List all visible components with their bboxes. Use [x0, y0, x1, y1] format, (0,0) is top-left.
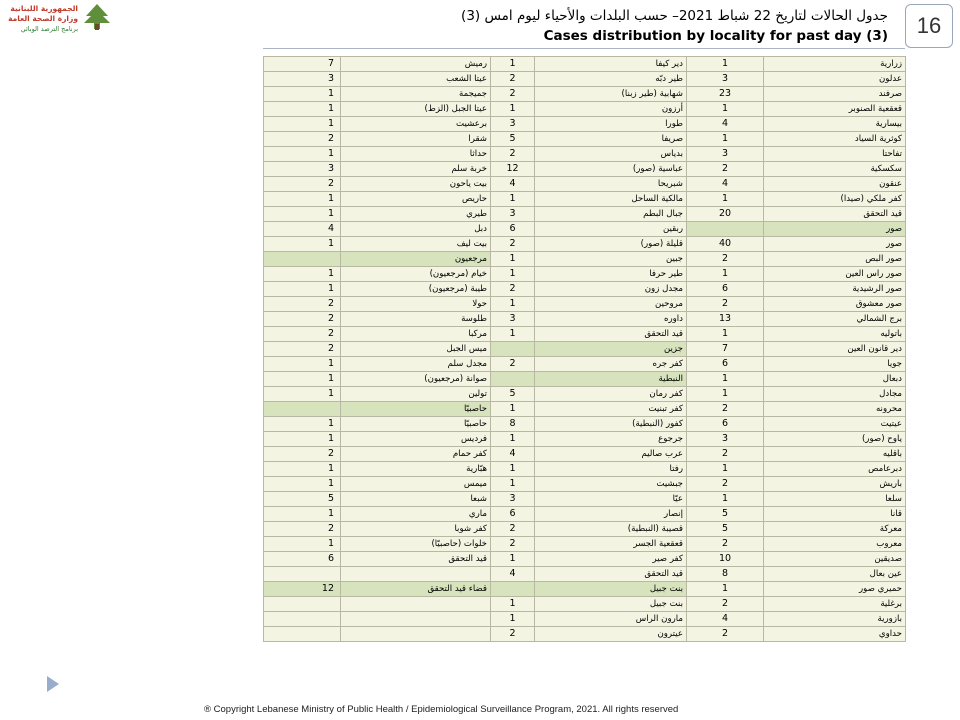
table-row: [264, 342, 906, 357]
locality-cell: جبين: [535, 252, 687, 267]
case-count-cell: 4: [491, 177, 535, 192]
table-row: [264, 72, 906, 87]
locality-cell: عيتا الجبل (الزط): [341, 102, 491, 117]
case-count-cell: 1: [491, 402, 535, 417]
case-count-cell: 2: [264, 312, 341, 327]
locality-cell: ميس الجبل: [341, 342, 491, 357]
case-count-cell: 5: [264, 492, 341, 507]
locality-cell: جبال البطم: [535, 207, 687, 222]
case-count-cell: 3: [687, 72, 764, 87]
table-row: [264, 597, 906, 612]
case-count-cell: 1: [264, 537, 341, 552]
locality-cell: طير حرفا: [535, 267, 687, 282]
locality-cell: بيت ليف: [341, 237, 491, 252]
case-count-cell: 2: [491, 237, 535, 252]
case-count-cell: 1: [687, 387, 764, 402]
locality-cell: باتوليه: [764, 327, 906, 342]
locality-cell: كفر جره: [535, 357, 687, 372]
header-divider: [263, 48, 905, 49]
case-count-cell: 2: [264, 297, 341, 312]
table-row: [264, 237, 906, 252]
locality-cell: صور معشوق: [764, 297, 906, 312]
locality-cell: قانا: [764, 507, 906, 522]
locality-cell: قصيبة (النبطية): [535, 522, 687, 537]
case-count-cell: [264, 252, 341, 267]
table-row: [264, 132, 906, 147]
locality-cell: حاريص: [341, 192, 491, 207]
case-count-cell: 2: [491, 627, 535, 642]
logo-line-1: الجمهورية اللبنانية: [10, 4, 78, 13]
table-row: [264, 57, 906, 72]
locality-cell: جرجوع: [535, 432, 687, 447]
locality-cell: كفر ملكي (صيدا): [764, 192, 906, 207]
locality-cell: صديقين: [764, 552, 906, 567]
case-count-cell: 2: [491, 537, 535, 552]
locality-cell: قيد التحقق: [341, 552, 491, 567]
locality-cell: قيد التحقق: [535, 567, 687, 582]
locality-cell: معركة: [764, 522, 906, 537]
table-row: [264, 207, 906, 222]
case-count-cell: 1: [687, 462, 764, 477]
case-count-cell: 2: [687, 477, 764, 492]
locality-cell: طورا: [535, 117, 687, 132]
case-count-cell: 1: [687, 372, 764, 387]
locality-cell: عيّا: [535, 492, 687, 507]
case-count-cell: 7: [264, 57, 341, 72]
table-row: [264, 312, 906, 327]
case-count-cell: 1: [491, 432, 535, 447]
case-count-cell: 6: [687, 357, 764, 372]
locality-cell: صور البص: [764, 252, 906, 267]
case-count-cell: 3: [491, 312, 535, 327]
locality-cell: باقليه: [764, 447, 906, 462]
case-count-cell: 6: [491, 222, 535, 237]
cedar-emblem-icon: [82, 2, 112, 32]
case-count-cell: 2: [687, 597, 764, 612]
locality-cell: عنقون: [764, 177, 906, 192]
case-count-cell: 1: [264, 282, 341, 297]
case-count-cell: [687, 222, 764, 237]
case-count-cell: 12: [491, 162, 535, 177]
locality-cell: صور: [764, 222, 906, 237]
case-count-cell: 2: [491, 87, 535, 102]
locality-cell: فرديس: [341, 432, 491, 447]
case-count-cell: 3: [491, 207, 535, 222]
case-count-cell: 6: [491, 507, 535, 522]
case-count-cell: 1: [687, 492, 764, 507]
table-row: [264, 102, 906, 117]
case-count-cell: 2: [264, 447, 341, 462]
case-count-cell: 7: [687, 342, 764, 357]
locality-cell: مالكية الساحل: [535, 192, 687, 207]
case-count-cell: 10: [687, 552, 764, 567]
table-row: [264, 357, 906, 372]
locality-cell: دبعال: [764, 372, 906, 387]
case-count-cell: 4: [491, 567, 535, 582]
locality-cell: جميجمة: [341, 87, 491, 102]
locality-cell: كفر رمان: [535, 387, 687, 402]
locality-cell: حولا: [341, 297, 491, 312]
locality-cell: تفاحتا: [764, 147, 906, 162]
table-row: [264, 192, 906, 207]
locality-cell: شهابية (طير زبنا): [535, 87, 687, 102]
locality-cell: حداثا: [341, 147, 491, 162]
locality-cell: بنت جبيل: [535, 582, 687, 597]
logo-text: [6, 4, 78, 34]
locality-cell: مجادل: [764, 387, 906, 402]
locality-cell: خيام (مرجعيون): [341, 267, 491, 282]
locality-cell: هبّارية: [341, 462, 491, 477]
case-count-cell: 4: [264, 222, 341, 237]
locality-cell: ميمس: [341, 477, 491, 492]
locality-cell: صور راس العين: [764, 267, 906, 282]
case-count-cell: 2: [264, 522, 341, 537]
case-count-cell: 40: [687, 237, 764, 252]
table-row: [264, 252, 906, 267]
locality-cell: صور: [764, 237, 906, 252]
locality-cell: سكسكية: [764, 162, 906, 177]
title-english: Cases distribution by locality for past day (3): [543, 28, 888, 44]
case-count-cell: 3: [491, 492, 535, 507]
table-row: [264, 327, 906, 342]
table-row: [264, 417, 906, 432]
case-count-cell: 1: [491, 57, 535, 72]
case-count-cell: 1: [264, 237, 341, 252]
locality-cell: مركبا: [341, 327, 491, 342]
locality-cell: [341, 612, 491, 627]
case-count-cell: 1: [264, 207, 341, 222]
table-row: [264, 372, 906, 387]
locality-cell: حاصبيّا: [341, 402, 491, 417]
locality-cell: جويا: [764, 357, 906, 372]
play-arrow-icon[interactable]: [47, 676, 59, 692]
table-row: [264, 162, 906, 177]
table-row: [264, 627, 906, 642]
case-count-cell: 5: [687, 507, 764, 522]
locality-cell: أرزون: [535, 102, 687, 117]
table-row: [264, 537, 906, 552]
case-count-cell: 2: [264, 177, 341, 192]
locality-cell: النبطية: [535, 372, 687, 387]
case-count-cell: 1: [687, 327, 764, 342]
page-number-badge: 16: [905, 4, 953, 48]
locality-cell: صور الرشيدية: [764, 282, 906, 297]
locality-cell: ياوح (صور): [764, 432, 906, 447]
case-count-cell: 1: [687, 102, 764, 117]
case-count-cell: 2: [491, 72, 535, 87]
locality-cell: طيبة (مرجعيون): [341, 282, 491, 297]
case-count-cell: [491, 372, 535, 387]
case-count-cell: 4: [687, 612, 764, 627]
case-count-cell: 2: [264, 327, 341, 342]
locality-cell: سلعا: [764, 492, 906, 507]
locality-cell: مرجعيون: [341, 252, 491, 267]
locality-cell: صرفند: [764, 87, 906, 102]
case-count-cell: 1: [264, 192, 341, 207]
locality-cell: عين بعال: [764, 567, 906, 582]
locality-cell: [341, 627, 491, 642]
locality-cell: بدياس: [535, 147, 687, 162]
locality-cell: بنت جبيل: [535, 597, 687, 612]
case-count-cell: 2: [687, 252, 764, 267]
case-count-cell: 2: [687, 297, 764, 312]
case-count-cell: 2: [264, 132, 341, 147]
table-row: [264, 507, 906, 522]
case-count-cell: 1: [264, 117, 341, 132]
case-count-cell: 1: [491, 297, 535, 312]
table-row: [264, 492, 906, 507]
locality-cell: عيترون: [535, 627, 687, 642]
locality-cell: طيري: [341, 207, 491, 222]
locality-cell: دبل: [341, 222, 491, 237]
case-count-cell: 20: [687, 207, 764, 222]
table-row: [264, 432, 906, 447]
case-count-cell: 1: [264, 357, 341, 372]
case-count-cell: 1: [491, 462, 535, 477]
table-row: [264, 447, 906, 462]
case-count-cell: 12: [264, 582, 341, 597]
locality-cell: طلوسة: [341, 312, 491, 327]
locality-cell: باريش: [764, 477, 906, 492]
case-count-cell: 1: [491, 192, 535, 207]
case-count-cell: [264, 627, 341, 642]
case-count-cell: 1: [491, 552, 535, 567]
table-row: [264, 87, 906, 102]
locality-cell: مروحين: [535, 297, 687, 312]
case-count-cell: 2: [687, 402, 764, 417]
locality-cell: عيتيت: [764, 417, 906, 432]
table-row: [264, 582, 906, 597]
locality-cell: تولين: [341, 387, 491, 402]
locality-cell: ماري: [341, 507, 491, 522]
case-count-cell: 2: [687, 447, 764, 462]
locality-cell: دير كيفا: [535, 57, 687, 72]
case-count-cell: 1: [687, 582, 764, 597]
locality-cell: بيسارية: [764, 117, 906, 132]
locality-cell: كوثرية السياد: [764, 132, 906, 147]
case-count-cell: 1: [687, 57, 764, 72]
locality-cell: برغلية: [764, 597, 906, 612]
locality-cell: حداوي: [764, 627, 906, 642]
locality-cell: صريفا: [535, 132, 687, 147]
case-count-cell: 1: [264, 102, 341, 117]
locality-cell: صوانة (مرجعيون): [341, 372, 491, 387]
locality-cell: شقرا: [341, 132, 491, 147]
case-count-cell: 6: [687, 282, 764, 297]
case-count-cell: 4: [491, 447, 535, 462]
case-count-cell: 3: [687, 147, 764, 162]
case-count-cell: 1: [491, 327, 535, 342]
table-row: [264, 222, 906, 237]
locality-cell: قضاء قيد التحقق: [341, 582, 491, 597]
case-count-cell: 1: [687, 132, 764, 147]
locality-cell: مارون الراس: [535, 612, 687, 627]
table-row: [264, 177, 906, 192]
case-count-cell: 6: [264, 552, 341, 567]
locality-cell: معروب: [764, 537, 906, 552]
copyright-footer: ® Copyright Lebanese Ministry of Public Health / Epidemiological Surveillance Program, 2021. All rights reserved: [204, 704, 679, 715]
case-count-cell: 1: [264, 147, 341, 162]
locality-cell: مجدل سلم: [341, 357, 491, 372]
locality-cell: برج الشمالي: [764, 312, 906, 327]
case-count-cell: 2: [491, 282, 535, 297]
table-row: [264, 267, 906, 282]
locality-cell: بيت ياحون: [341, 177, 491, 192]
case-count-cell: 13: [687, 312, 764, 327]
case-count-cell: 1: [264, 477, 341, 492]
locality-cell: بازورية: [764, 612, 906, 627]
table-row: [264, 477, 906, 492]
locality-cell: مجدل زون: [535, 282, 687, 297]
locality-cell: عباسية (صور): [535, 162, 687, 177]
case-count-cell: 1: [264, 267, 341, 282]
table-row: [264, 522, 906, 537]
cases-table: [263, 56, 906, 642]
locality-cell: شبريحا: [535, 177, 687, 192]
locality-cell: [341, 567, 491, 582]
locality-cell: كفور (النبطية): [535, 417, 687, 432]
locality-cell: دير قانون العين: [764, 342, 906, 357]
case-count-cell: [491, 342, 535, 357]
case-count-cell: 1: [264, 417, 341, 432]
case-count-cell: [264, 597, 341, 612]
locality-cell: حاصبيّا: [341, 417, 491, 432]
case-count-cell: 1: [491, 612, 535, 627]
locality-cell: رميش: [341, 57, 491, 72]
case-count-cell: 4: [687, 117, 764, 132]
case-count-cell: 2: [491, 357, 535, 372]
case-count-cell: 1: [491, 252, 535, 267]
case-count-cell: 1: [491, 597, 535, 612]
case-count-cell: 1: [491, 477, 535, 492]
case-count-cell: 5: [491, 132, 535, 147]
case-count-cell: 1: [264, 507, 341, 522]
locality-cell: طير دبّه: [535, 72, 687, 87]
locality-cell: خلوات (حاصبيّا): [341, 537, 491, 552]
case-count-cell: 1: [687, 267, 764, 282]
locality-cell: إنصار: [535, 507, 687, 522]
locality-cell: قعقعية الصنوبر: [764, 102, 906, 117]
locality-cell: حميري صور: [764, 582, 906, 597]
locality-cell: جزين: [535, 342, 687, 357]
case-count-cell: 2: [687, 537, 764, 552]
case-count-cell: 6: [687, 417, 764, 432]
table-row: [264, 612, 906, 627]
title-arabic: جدول الحالات لتاريخ 22 شباط 2021– حسب البلدات والأحياء ليوم امس (3): [461, 8, 888, 24]
case-count-cell: [264, 567, 341, 582]
case-count-cell: 3: [264, 162, 341, 177]
table-row: [264, 297, 906, 312]
case-count-cell: [264, 402, 341, 417]
case-count-cell: 2: [264, 342, 341, 357]
case-count-cell: 1: [264, 372, 341, 387]
locality-cell: كفر تبنيت: [535, 402, 687, 417]
case-count-cell: 1: [264, 387, 341, 402]
logo-line-3: برنامج الترصد الوبائي: [20, 25, 78, 33]
locality-cell: دبرعامص: [764, 462, 906, 477]
table-row: [264, 117, 906, 132]
logo-line-2: وزارة الصحة العامة: [8, 14, 78, 23]
table-row: [264, 147, 906, 162]
case-count-cell: 5: [687, 522, 764, 537]
ministry-logo: [6, 2, 116, 38]
locality-cell: [341, 597, 491, 612]
locality-cell: عرب صاليم: [535, 447, 687, 462]
table-row: [264, 387, 906, 402]
case-count-cell: 5: [491, 387, 535, 402]
case-count-cell: [264, 612, 341, 627]
locality-cell: قعقعية الجسر: [535, 537, 687, 552]
locality-cell: قليلة (صور): [535, 237, 687, 252]
table-row: [264, 567, 906, 582]
locality-cell: قيد التحقق: [535, 327, 687, 342]
case-count-cell: 23: [687, 87, 764, 102]
locality-cell: خربة سلم: [341, 162, 491, 177]
case-count-cell: 1: [687, 192, 764, 207]
case-count-cell: 2: [491, 522, 535, 537]
case-count-cell: 4: [687, 177, 764, 192]
case-count-cell: 2: [687, 162, 764, 177]
locality-cell: شبعا: [341, 492, 491, 507]
locality-cell: عدلون: [764, 72, 906, 87]
locality-cell: كفر حمام: [341, 447, 491, 462]
case-count-cell: 3: [687, 432, 764, 447]
case-count-cell: 2: [687, 627, 764, 642]
case-count-cell: 1: [264, 87, 341, 102]
locality-cell: كفر صير: [535, 552, 687, 567]
table-row: [264, 282, 906, 297]
table-row: [264, 402, 906, 417]
table-row: [264, 552, 906, 567]
locality-cell: قيد التحقق: [764, 207, 906, 222]
locality-cell: جبشيت: [535, 477, 687, 492]
locality-cell: كفر شوبا: [341, 522, 491, 537]
case-count-cell: 3: [491, 117, 535, 132]
case-count-cell: [491, 582, 535, 597]
locality-cell: محرونه: [764, 402, 906, 417]
locality-cell: ربقين: [535, 222, 687, 237]
locality-cell: رفتا: [535, 462, 687, 477]
locality-cell: داوره: [535, 312, 687, 327]
case-count-cell: 3: [264, 72, 341, 87]
case-count-cell: 1: [491, 267, 535, 282]
locality-cell: زرارية: [764, 57, 906, 72]
case-count-cell: 1: [491, 102, 535, 117]
case-count-cell: 8: [687, 567, 764, 582]
case-count-cell: 2: [491, 147, 535, 162]
locality-cell: برعشيت: [341, 117, 491, 132]
table-row: [264, 462, 906, 477]
case-count-cell: 1: [264, 432, 341, 447]
case-count-cell: 1: [264, 462, 341, 477]
locality-cell: عيتا الشعب: [341, 72, 491, 87]
case-count-cell: 8: [491, 417, 535, 432]
